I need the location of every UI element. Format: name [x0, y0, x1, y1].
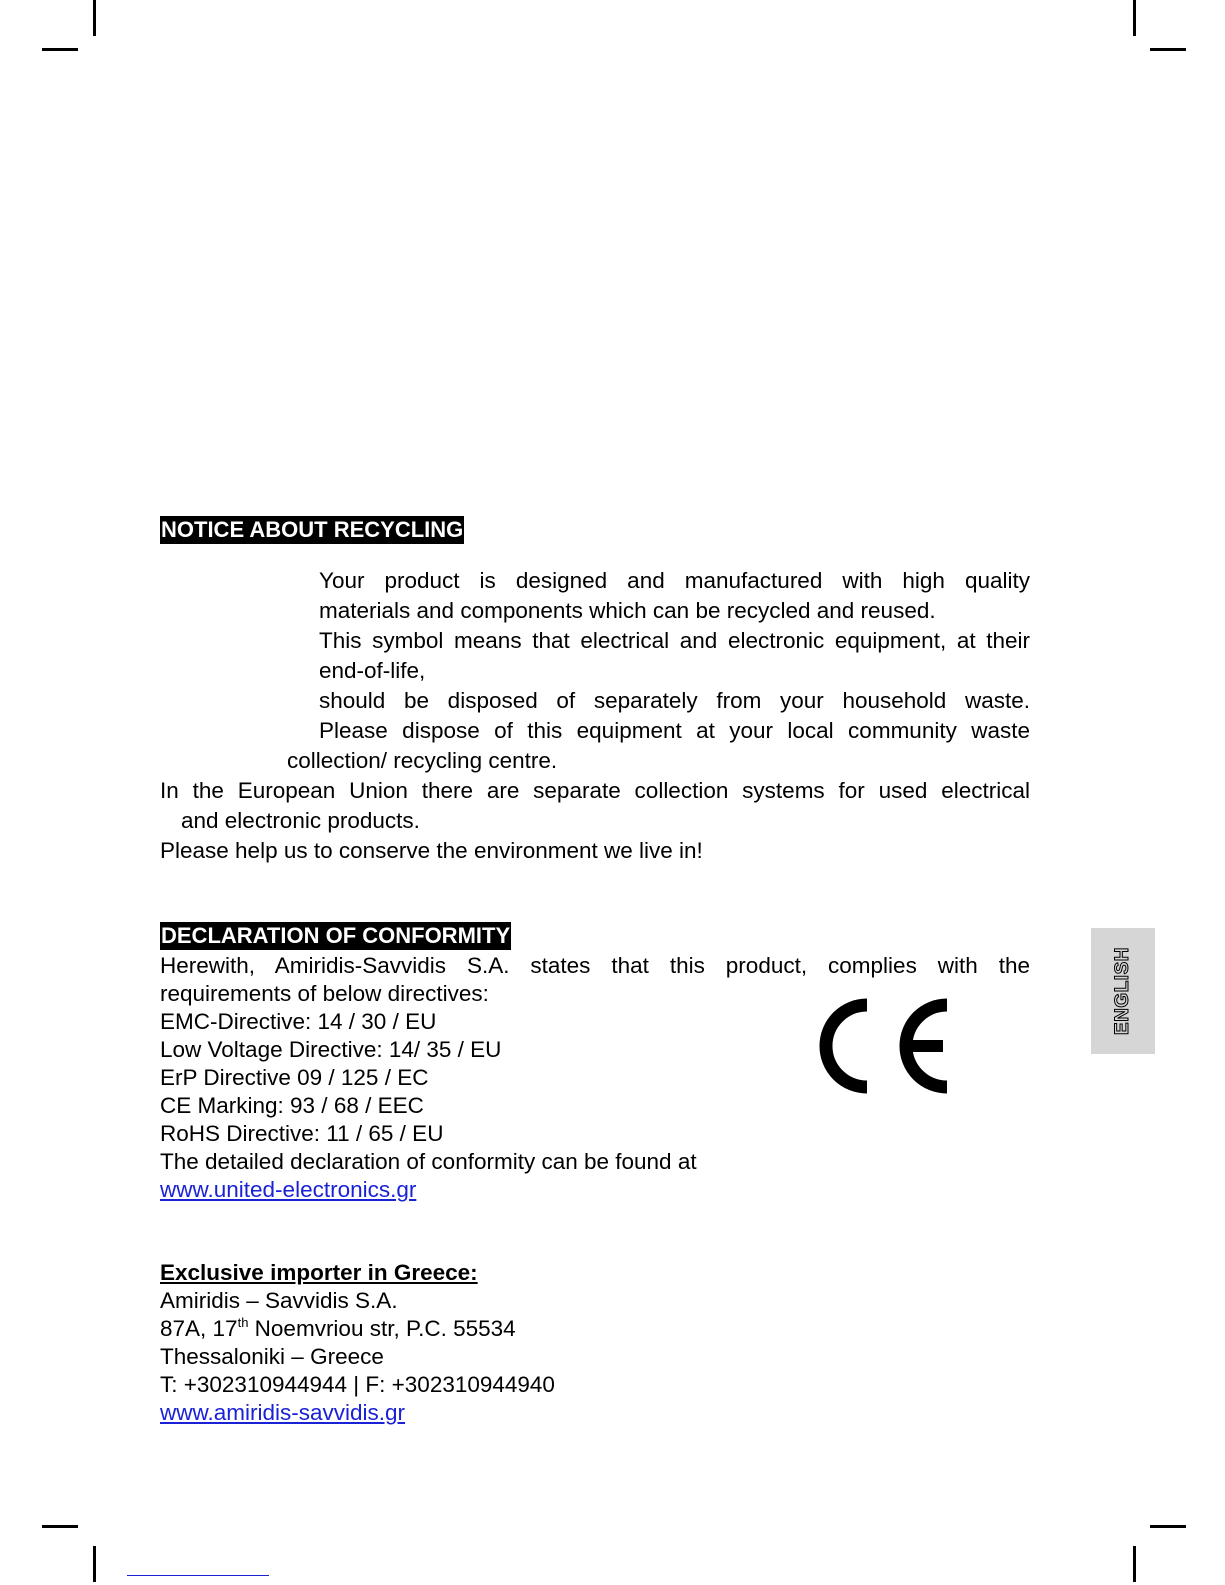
address-end: Noemvriou str, P.C. 55534 [248, 1316, 516, 1341]
crop-mark-bottom-left-vertical [93, 1546, 96, 1582]
crop-mark-bottom-left-horizontal [42, 1525, 78, 1528]
crop-mark-top-left-horizontal [42, 48, 78, 51]
recycling-text-line: should be disposed of separately from your household waste. [319, 688, 1030, 713]
address-superscript: th [237, 1315, 249, 1330]
language-tab [1091, 928, 1155, 1054]
importer-phone: T: +302310944944 | F: +302310944940 [160, 1372, 555, 1397]
ce-mark-icon [812, 997, 958, 1095]
directive-item: CE Marking: 93 / 68 / EEC [160, 1093, 424, 1118]
recycling-text-line: This symbol means that electrical and electronic equipment, at their [319, 628, 1030, 653]
importer-address [160, 1315, 516, 1343]
recycling-heading: NOTICE ABOUT RECYCLING [161, 517, 464, 542]
conformity-heading: DECLARATION OF CONFORMITY [161, 923, 511, 948]
address-start: 87A, 17 [160, 1316, 238, 1341]
conformity-text-line: Herewith, Amiridis-Savvidis S.A. states that this product, complies with the [160, 953, 1030, 978]
crop-mark-bottom-right-vertical [1133, 1546, 1136, 1582]
crop-mark-top-right-horizontal [1150, 48, 1186, 51]
recycling-text-line: end-of-life, [319, 658, 426, 683]
recycling-text-line: and electronic products. [181, 808, 420, 833]
crop-mark-top-right-vertical [1133, 0, 1136, 36]
directive-item: ErP Directive 09 / 125 / EC [160, 1065, 429, 1090]
directive-item: EMC-Directive: 14 / 30 / EU [160, 1009, 437, 1034]
amiridis-savvidis-link[interactable]: www.amiridis-savvidis.gr [160, 1400, 406, 1425]
crop-mark-top-left-vertical [93, 0, 96, 36]
recycling-text-line: Your product is designed and manufactured with high quality [319, 568, 1030, 593]
language-tab-label: ENGLISH [1112, 947, 1133, 1035]
conformity-found-at: The detailed declaration of conformity can be found at [160, 1149, 697, 1174]
united-electronics-link[interactable]: www.united-electronics.gr [160, 1177, 417, 1202]
importer-company: Amiridis – Savvidis S.A. [160, 1288, 398, 1313]
directive-item: RoHS Directive: 11 / 65 / EU [160, 1121, 444, 1146]
directive-item: Low Voltage Directive: 14/ 35 / EU [160, 1037, 502, 1062]
recycling-text-line: Please dispose of this equipment at your local community waste [319, 718, 1030, 743]
recycling-text-line: materials and components which can be recycled and reused. [319, 598, 936, 623]
importer-heading: Exclusive importer in Greece: [160, 1260, 478, 1285]
crop-mark-bottom-right-horizontal [1150, 1525, 1186, 1528]
recycling-text-line: Please help us to conserve the environment we live in! [160, 838, 703, 863]
recycling-text-line: In the European Union there are separate collection systems for used electrical [160, 778, 1030, 803]
importer-city: Thessaloniki – Greece [160, 1344, 384, 1369]
conformity-text-line: requirements of below directives: [160, 981, 489, 1006]
recycling-text-line: collection/ recycling centre. [287, 748, 558, 773]
bottom-rule [127, 1575, 269, 1576]
